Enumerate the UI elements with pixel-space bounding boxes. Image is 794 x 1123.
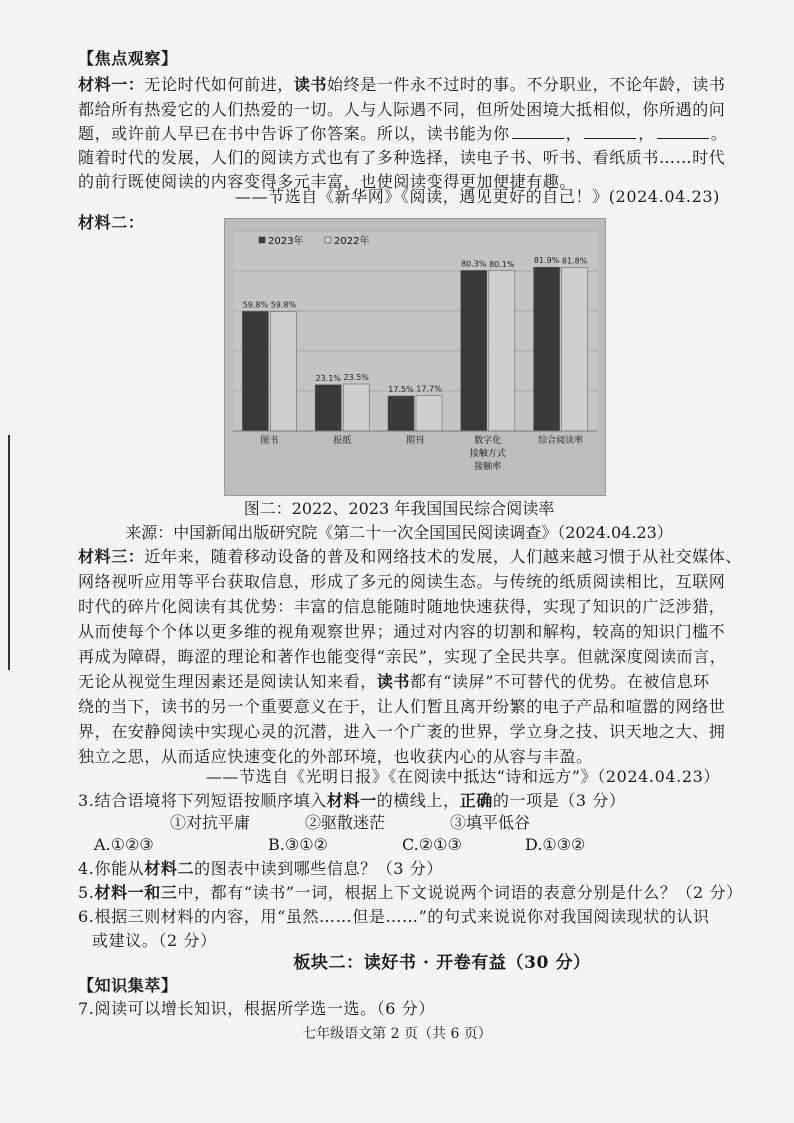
m3-line-4: 从而使每个个体以更多维的视角观察世界；通过对内容的切割和解构，较高的知识门槛不 [78,622,726,641]
knowledge-heading: 【知识集萃】 [78,976,178,995]
q3-choice-c[interactable]: C.②①③ [402,835,462,854]
category-label: 接触率 [474,462,502,472]
bar-2022 [416,396,442,431]
reading-rate-chart [224,218,606,496]
category-label: 综合阅读率 [538,436,584,446]
m1-line-2: 都给所有热爱它的人们热爱的一切。人与人际遇不同，但所处困境大抵相似，你所遇的问 [78,100,726,119]
chart-svg [225,219,605,495]
q3-choice-b[interactable]: B.③①② [268,835,328,854]
data-label: 17.5% [388,385,414,394]
legend-label: 2023年 [268,236,304,247]
bar-2022 [270,311,296,431]
bar-2022 [562,267,588,431]
question-5: 5.材料一和三中，都有“读书”一词，根据上下文说说两个词语的表意分别是什么？（2 分） [78,883,743,902]
margin-binding-mark [8,435,10,670]
bar-2023 [534,267,560,431]
answer-blank-3[interactable] [657,124,709,139]
q3-phrase-1: ①对抗平庸 [170,813,251,832]
m1-line-1: 材料一：无论时代如何前进，读书始终是一件永不过时的事。不分职业，不论年龄，读书 [78,75,726,94]
m3-line-3: 时代的碎片化阅读有其优势：丰富的信息能随时随地快速获得，实现了知识的广泛涉猎， [78,597,726,616]
section-2-heading: 板块二：读好书 · 开卷有益（30 分） [293,953,591,973]
category-label: 数字化 [474,436,502,446]
data-label: 59.8% [270,300,297,310]
chart-source: 来源：中国新闻出版研究院《第二十一次全国国民阅读调查》（2024.04.23） [125,523,673,542]
bar-2023 [315,385,341,431]
category-label: 期刊 [405,436,425,446]
bar-2023 [388,396,414,431]
q3-phrase-2: ②驱散迷茫 [305,813,386,832]
m3-line-6: 无论从视觉生理因素还是阅读认知来看，读书都有“读屏”不可替代的优势。在被信息环 [78,672,710,691]
m1-label: 材料一： [78,75,145,94]
m3-source: ——节选自《光明日报》《在阅读中抵达“诗和远方”》（2024.04.23） [205,767,720,786]
question-3: 3.结合语境将下列短语按顺序填入材料一的横线上，正确的一项是（3 分） [78,791,626,810]
q3-phrase-3: ③填平低谷 [450,813,531,832]
legend-label: 2022年 [334,236,370,247]
m3-line-5: 再成为障碍，晦涩的理论和著作也能变得“亲民”，实现了全民共享。但就深度阅读而言， [78,647,727,666]
bar-2023 [461,270,487,431]
category-label: 接触方式 [469,449,506,459]
m3-line-1: 材料三：近年来，随着移动设备的普及和网络技术的发展，人们越来越习惯于从社交媒体、 [78,547,743,566]
question-7: 7.阅读可以增长知识，根据所学选一选。（6 分） [78,999,435,1018]
focus-heading: 【焦点观察】 [78,49,178,68]
data-label: 17.7% [416,384,442,394]
m1-line-4: 随着时代的发展，人们的阅读方式也有了多种选择，读电子书、听书、看纸质书……时代 [78,148,726,167]
question-6-line-1: 6.根据三则材料的内容，用“虽然……但是……”的句式来说说你对我国阅读现状的认识 [78,907,710,926]
m3-line-9: 独立之思，从而适应快速变化的外部环境，也收获内心的从容与丰盈。 [78,747,593,766]
question-6-line-2: 或建议。（2 分） [92,931,217,950]
chart-caption: 图二：2022、2023 年我国国民综合阅读率 [243,499,555,518]
page-footer: 七年级语文第 2 页（共 6 页） [302,1026,492,1042]
bar-2022 [343,384,369,431]
category-label: 报纸 [333,436,352,446]
m2-label: 材料二： [78,213,145,232]
legend-swatch [325,237,331,243]
m3-line-8: 界，在安静阅读中实现心灵的沉潜，进入一个广袤的世界，学立身之技、识天地之大、拥 [78,722,726,741]
bar-2022 [489,271,515,431]
answer-blank-1[interactable] [512,124,564,139]
answer-blank-2[interactable] [584,124,636,139]
data-label: 80.1% [489,259,515,269]
q3-choice-d[interactable]: D.①③② [525,835,586,854]
data-label: 81.8% [561,256,588,266]
q3-choice-a[interactable]: A.①②③ [94,835,154,854]
m1-source: ——节选自《新华网》《阅读，遇见更好的自己！》(2024.04.23) [234,187,720,206]
data-label: 81.9% [533,256,560,266]
bar-2023 [242,311,268,431]
data-label: 23.5% [343,373,369,382]
m3-label: 材料三： [78,547,145,566]
m3-line-2: 网络视听应用等平台获取信息，形成了多元的阅读生态。与传统的纸质阅读相比，互联网 [78,572,726,591]
data-label: 59.8% [242,300,269,310]
category-label: 图书 [260,436,279,446]
question-4: 4.你能从材料二的图表中读到哪些信息？（3 分） [78,859,443,878]
data-label: 80.3% [461,259,487,269]
data-label: 23.1% [315,373,341,383]
m1-line-5: 的前行既使阅读的内容变得多元丰富，也使阅读变得更加便捷有趣。 [78,172,577,191]
m3-line-7: 绕的当下，读书的另一个重要意义在于，让人们暂且离开纷繁的电子产品和喧嚣的网络世 [78,697,726,716]
m1-line-3: 题，或许前人早已在书中告诉了你答案。所以，读书能为你 ， ， 。 [78,124,728,143]
legend-swatch [259,237,265,243]
